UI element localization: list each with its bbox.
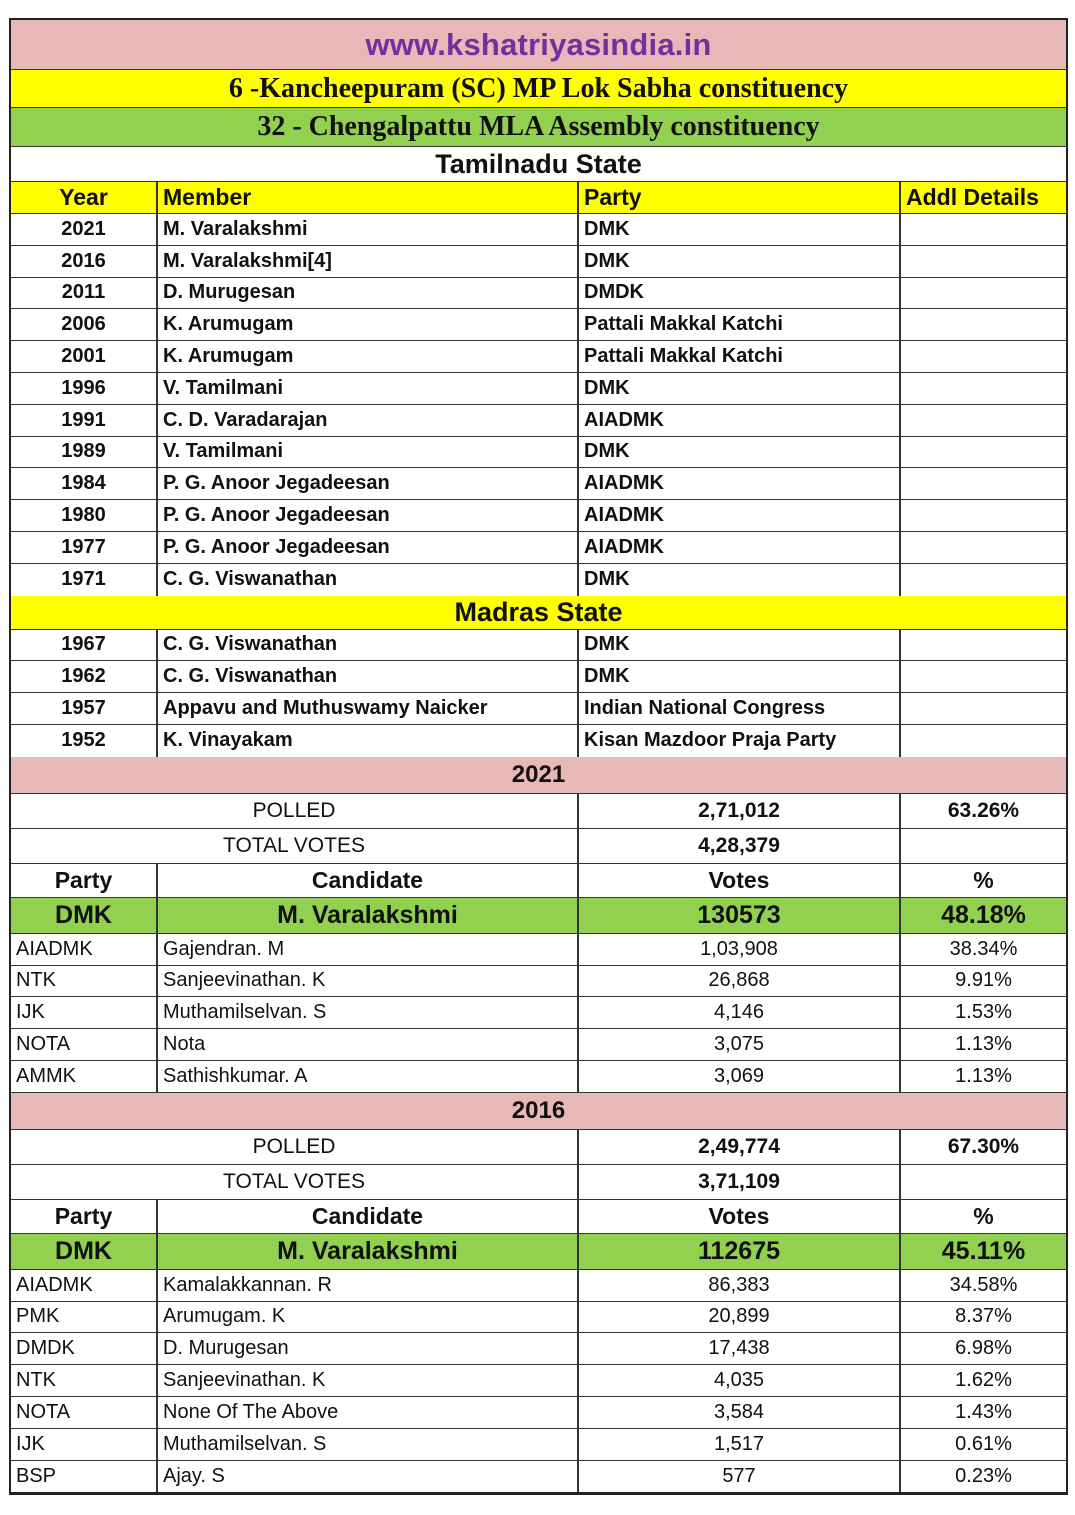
- winner-percent: 45.11%: [941, 1236, 1026, 1265]
- candidate-percent: 1.13%: [955, 1064, 1012, 1087]
- state-title: Tamilnadu State: [435, 148, 642, 179]
- candidate-votes: 4,035: [579, 1365, 901, 1396]
- candidate-row: [11, 1461, 1066, 1493]
- candidate-percent: 34.58%: [949, 1273, 1018, 1296]
- member-year: 1952: [11, 725, 158, 757]
- member-details: [901, 214, 1066, 245]
- polled-row: [11, 794, 1066, 829]
- header-party: Party: [11, 864, 158, 897]
- candidate-name: Sanjeevinathan. K: [158, 966, 579, 997]
- member-row: [11, 468, 1066, 500]
- candidate-votes: 17,438: [579, 1333, 901, 1364]
- header-votes: Votes: [579, 1200, 901, 1233]
- assembly-banner: [11, 108, 1066, 147]
- member-year: 2001: [11, 341, 158, 372]
- candidate-row: [11, 1302, 1066, 1334]
- member-name: P. G. Anoor Jegadeesan: [158, 468, 579, 499]
- candidate-party: IJK: [11, 1429, 158, 1460]
- member-year: 1971: [11, 564, 158, 596]
- member-name: C. G. Viswanathan: [158, 661, 579, 692]
- polled-value: 2,71,012: [579, 794, 901, 828]
- member-party: AIADMK: [579, 468, 901, 499]
- candidate-row: [11, 966, 1066, 998]
- candidate-votes: 1,03,908: [579, 934, 901, 965]
- site-banner: [11, 20, 1066, 70]
- candidate-row: [11, 1333, 1066, 1365]
- member-row: [11, 661, 1066, 693]
- candidate-row: [11, 1029, 1066, 1061]
- madras-title: Madras State: [454, 596, 623, 627]
- total-votes-value: 4,28,379: [579, 829, 901, 863]
- member-details: [901, 630, 1066, 661]
- member-party: DMK: [579, 630, 901, 661]
- total-votes-value: 3,71,109: [579, 1165, 901, 1199]
- winner-row: [11, 1234, 1066, 1270]
- member-year: 2006: [11, 309, 158, 340]
- member-row: [11, 246, 1066, 278]
- member-year: 1991: [11, 405, 158, 436]
- member-row: [11, 532, 1066, 564]
- header-details: Addl Details: [906, 184, 1039, 210]
- member-name: K. Arumugam: [158, 341, 579, 372]
- candidate-party: AIADMK: [11, 1270, 158, 1301]
- winner-party: DMK: [11, 898, 158, 933]
- total-votes-row: [11, 829, 1066, 864]
- member-party: DMK: [579, 214, 901, 245]
- candidate-party: DMDK: [11, 1333, 158, 1364]
- member-year: 1962: [11, 661, 158, 692]
- member-year: 2021: [11, 214, 158, 245]
- winner-candidate: M. Varalakshmi: [158, 898, 579, 933]
- polled-percent: 63.26%: [947, 798, 1020, 822]
- candidate-votes: 20,899: [579, 1302, 901, 1333]
- election-year-banner: [11, 1093, 1066, 1130]
- member-year: 2011: [11, 278, 158, 309]
- candidate-votes: 4,146: [579, 997, 901, 1028]
- election-year: 2016: [511, 1096, 566, 1124]
- candidate-row: [11, 1429, 1066, 1461]
- member-row: [11, 214, 1066, 246]
- candidate-party: PMK: [11, 1302, 158, 1333]
- member-year: 1996: [11, 373, 158, 404]
- member-details: [901, 373, 1066, 404]
- candidate-party: IJK: [11, 997, 158, 1028]
- candidate-party: AMMK: [11, 1061, 158, 1092]
- header-percent: %: [973, 1202, 994, 1229]
- candidate-row: [11, 1061, 1066, 1093]
- candidate-votes: 26,868: [579, 966, 901, 997]
- member-name: C. G. Viswanathan: [158, 630, 579, 661]
- member-name: C. D. Varadarajan: [158, 405, 579, 436]
- polled-value: 2,49,774: [579, 1130, 901, 1164]
- member-name: C. G. Viswanathan: [158, 564, 579, 596]
- member-name: Appavu and Muthuswamy Naicker: [158, 693, 579, 724]
- results-header-row: [11, 864, 1066, 898]
- candidate-percent: 1.13%: [955, 1033, 1012, 1056]
- candidate-percent: 0.23%: [955, 1464, 1012, 1487]
- polled-label: POLLED: [11, 794, 579, 828]
- candidate-party: NTK: [11, 1365, 158, 1396]
- member-year: 1980: [11, 500, 158, 531]
- member-name: P. G. Anoor Jegadeesan: [158, 532, 579, 563]
- election-results: [11, 757, 1066, 1493]
- candidate-votes: 86,383: [579, 1270, 901, 1301]
- candidate-party: BSP: [11, 1461, 158, 1493]
- candidate-name: Nota: [158, 1029, 579, 1060]
- header-percent: %: [973, 866, 994, 893]
- candidate-name: D. Murugesan: [158, 1333, 579, 1364]
- member-row: [11, 405, 1066, 437]
- member-row: [11, 437, 1066, 469]
- candidate-party: NTK: [11, 966, 158, 997]
- candidate-name: Ajay. S: [158, 1461, 579, 1493]
- header-party: Party: [579, 182, 901, 213]
- constituency-sheet: [9, 18, 1068, 1495]
- member-party: DMDK: [579, 278, 901, 309]
- election-year-banner: [11, 757, 1066, 794]
- member-details: [901, 278, 1066, 309]
- candidate-row: [11, 1365, 1066, 1397]
- members-header-row: [11, 182, 1066, 214]
- lok-sabha-title: 6 -Kancheepuram (SC) MP Lok Sabha constituency: [228, 72, 849, 104]
- member-party: Kisan Mazdoor Praja Party: [579, 725, 901, 757]
- member-party: DMK: [579, 373, 901, 404]
- candidate-row: [11, 934, 1066, 966]
- header-votes: Votes: [579, 864, 901, 897]
- election-year: 2021: [511, 760, 566, 788]
- member-details: [901, 564, 1066, 596]
- member-party: Indian National Congress: [579, 693, 901, 724]
- member-year: 1984: [11, 468, 158, 499]
- member-name: K. Arumugam: [158, 309, 579, 340]
- member-name: M. Varalakshmi: [158, 214, 579, 245]
- member-row: [11, 309, 1066, 341]
- member-party: Pattali Makkal Katchi: [579, 341, 901, 372]
- candidate-row: [11, 997, 1066, 1029]
- member-name: V. Tamilmani: [158, 437, 579, 468]
- total-votes-empty: [901, 829, 1066, 863]
- member-name: D. Murugesan: [158, 278, 579, 309]
- member-row: [11, 693, 1066, 725]
- candidate-votes: 3,584: [579, 1397, 901, 1428]
- candidate-votes: 577: [579, 1461, 901, 1493]
- member-party: DMK: [579, 246, 901, 277]
- header-member: Member: [158, 182, 579, 213]
- member-year: 1977: [11, 532, 158, 563]
- member-party: DMK: [579, 564, 901, 596]
- member-details: [901, 341, 1066, 372]
- member-party: AIADMK: [579, 405, 901, 436]
- header-year: Year: [11, 182, 158, 213]
- candidate-votes: 3,069: [579, 1061, 901, 1092]
- header-party: Party: [11, 1200, 158, 1233]
- member-details: [901, 405, 1066, 436]
- total-votes-empty: [901, 1165, 1066, 1199]
- member-row: [11, 630, 1066, 662]
- candidate-votes: 3,075: [579, 1029, 901, 1060]
- candidate-name: Sanjeevinathan. K: [158, 1365, 579, 1396]
- polled-percent: 67.30%: [947, 1134, 1020, 1158]
- candidate-percent: 1.62%: [955, 1369, 1012, 1392]
- candidate-percent: 0.61%: [955, 1432, 1012, 1455]
- member-details: [901, 693, 1066, 724]
- member-name: V. Tamilmani: [158, 373, 579, 404]
- member-details: [901, 500, 1066, 531]
- member-party: AIADMK: [579, 532, 901, 563]
- candidate-party: AIADMK: [11, 934, 158, 965]
- winner-percent: 48.18%: [941, 900, 1026, 929]
- member-name: K. Vinayakam: [158, 725, 579, 757]
- member-details: [901, 661, 1066, 692]
- member-year: 2016: [11, 246, 158, 277]
- member-row: [11, 373, 1066, 405]
- member-details: [901, 725, 1066, 757]
- member-row: [11, 341, 1066, 373]
- member-row: [11, 564, 1066, 596]
- candidate-name: None Of The Above: [158, 1397, 579, 1428]
- member-party: Pattali Makkal Katchi: [579, 309, 901, 340]
- member-row: [11, 500, 1066, 532]
- members-list: [11, 214, 1066, 596]
- member-year: 1989: [11, 437, 158, 468]
- member-party: AIADMK: [579, 500, 901, 531]
- polled-label: POLLED: [11, 1130, 579, 1164]
- candidate-row: [11, 1270, 1066, 1302]
- candidate-name: Muthamilselvan. S: [158, 997, 579, 1028]
- member-details: [901, 468, 1066, 499]
- assembly-title: 32 - Chengalpattu MLA Assembly constituency: [257, 111, 820, 142]
- candidate-percent: 38.34%: [949, 937, 1018, 960]
- member-name: P. G. Anoor Jegadeesan: [158, 500, 579, 531]
- polled-row: [11, 1130, 1066, 1165]
- winner-votes: 112675: [579, 1234, 901, 1269]
- candidate-party: NOTA: [11, 1029, 158, 1060]
- candidate-name: Gajendran. M: [158, 934, 579, 965]
- header-candidate: Candidate: [158, 1200, 579, 1233]
- member-row: [11, 725, 1066, 757]
- total-votes-row: [11, 1165, 1066, 1200]
- member-name: M. Varalakshmi[4]: [158, 246, 579, 277]
- candidate-percent: 1.43%: [955, 1400, 1012, 1423]
- member-details: [901, 309, 1066, 340]
- madras-banner: [11, 596, 1066, 630]
- candidate-votes: 1,517: [579, 1429, 901, 1460]
- header-candidate: Candidate: [158, 864, 579, 897]
- total-votes-label: TOTAL VOTES: [11, 829, 579, 863]
- member-row: [11, 278, 1066, 310]
- results-header-row: [11, 1200, 1066, 1234]
- candidate-name: Muthamilselvan. S: [158, 1429, 579, 1460]
- candidate-name: Kamalakkannan. R: [158, 1270, 579, 1301]
- member-year: 1967: [11, 630, 158, 661]
- winner-row: [11, 898, 1066, 934]
- total-votes-label: TOTAL VOTES: [11, 1165, 579, 1199]
- state-banner: [11, 147, 1066, 182]
- member-details: [901, 532, 1066, 563]
- site-url[interactable]: www.kshatriyasindia.in: [365, 26, 712, 62]
- lok-sabha-banner: [11, 70, 1066, 108]
- candidate-percent: 8.37%: [955, 1305, 1012, 1328]
- winner-votes: 130573: [579, 898, 901, 933]
- member-party: DMK: [579, 437, 901, 468]
- candidate-row: [11, 1397, 1066, 1429]
- candidate-name: Arumugam. K: [158, 1302, 579, 1333]
- member-details: [901, 246, 1066, 277]
- madras-members-list: [11, 630, 1066, 757]
- candidate-percent: 6.98%: [955, 1337, 1012, 1360]
- candidate-percent: 9.91%: [955, 969, 1012, 992]
- member-party: DMK: [579, 661, 901, 692]
- candidate-party: NOTA: [11, 1397, 158, 1428]
- winner-party: DMK: [11, 1234, 158, 1269]
- member-details: [901, 437, 1066, 468]
- candidate-percent: 1.53%: [955, 1001, 1012, 1024]
- candidate-name: Sathishkumar. A: [158, 1061, 579, 1092]
- member-year: 1957: [11, 693, 158, 724]
- winner-candidate: M. Varalakshmi: [158, 1234, 579, 1269]
